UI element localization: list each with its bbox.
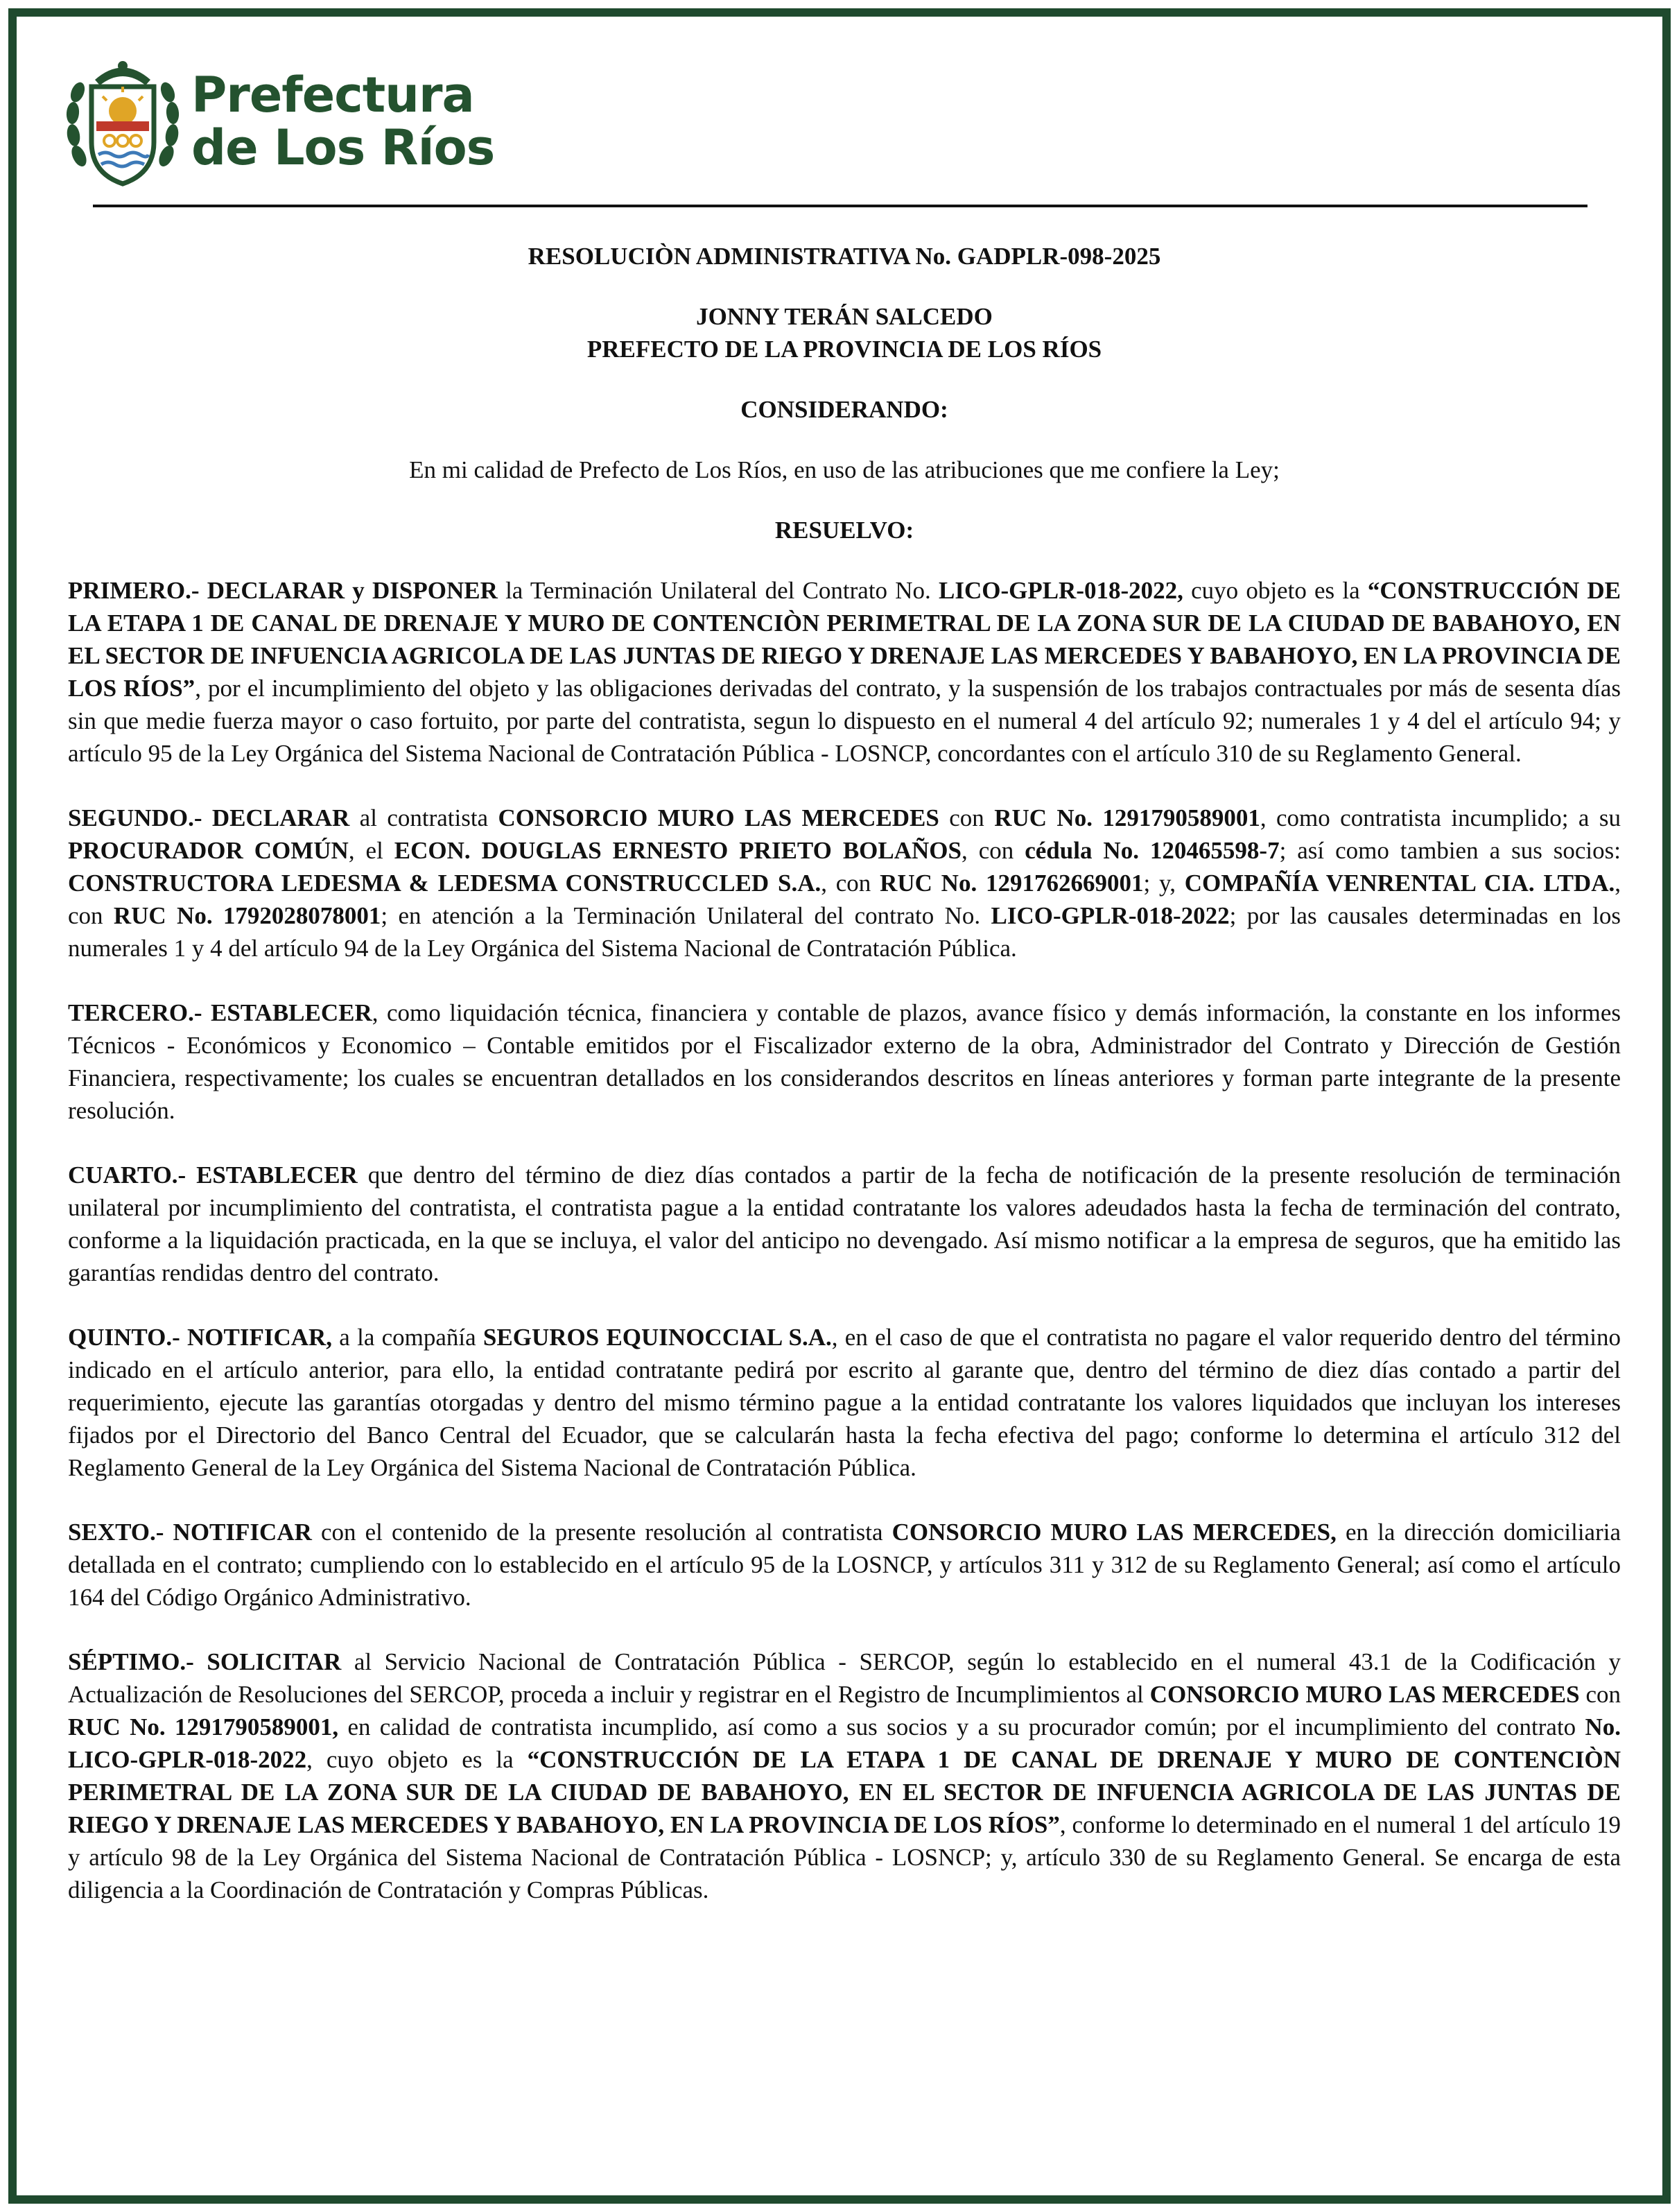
cedula-number: cédula No. 120465598-7 [1025,837,1280,864]
contract-number: LICO-GPLR-018-2022 [991,902,1230,929]
considerando-heading: CONSIDERANDO: [740,396,948,423]
signatory-name: JONNY TERÁN SALCEDO [696,303,993,330]
clause-text: con el contenido de la presente resolución al contratista [311,1519,892,1546]
clause-text: al contratista [349,804,498,831]
clause-text: , por el incumplimiento del objeto y las obligaciones derivadas del contrato, y la suspensión de los trabajos contractuales por más de sesenta días sin que medie fuerza mayor o caso fortuito, por parte del contratista, segun lo dispuesto en el numeral 4 del artículo 92; numerales 1 y 4 del el artículo 94; y artículo 95 de la Ley Orgánica del Sistema Nacional de Contratación Pública - LOSNCP, concordantes con el artículo 310 de su Reglamento General. [68,675,1621,767]
brand-line-2: de Los Ríos [191,119,495,176]
clause-segundo [68,802,1621,965]
partner-name: CONSTRUCTORA LEDESMA & LEDESMA CONSTRUCCLED S.A. [68,870,821,897]
clause-heading: PRIMERO.- DECLARAR y DISPONER [68,577,498,604]
prefecture-seal-icon [64,52,182,191]
prefecture-logotype [191,69,494,174]
ruc-number: RUC No. 1291790589001, [68,1713,339,1740]
procurador-name: ECON. DOUGLAS ERNESTO PRIETO BOLAÑOS [394,837,962,864]
clause-heading: TERCERO.- ESTABLECER [68,999,372,1026]
brand-line-1: Prefectura [191,67,474,123]
clause-heading: SEXTO.- NOTIFICAR [68,1519,312,1546]
intro-paragraph: En mi calidad de Prefecto de Los Ríos, en uso de las atribuciones que me confiere la Ley; [409,456,1280,483]
clause-text: , en el caso de que el contratista no pagare el valor requerido dentro del término indicado en el artículo anterior, para ello, la entidad contratante pedirá por escrito al garante que, dentro del término de diez días contado a partir del requerimiento, ejecute las garantías otorgadas y dentro del mismo término pague a la entidad contratante los valores liquidados que incluyan los intereses fijados por el Directorio del Banco Central del Ecuador, que se calcularán hasta la fecha efectiva del pago; conforme lo determina el artículo 312 del Reglamento General de la Ley Orgánica del Sistema Nacional de Contratación Pública. [68,1324,1621,1481]
resolution-title: RESOLUCIÒN ADMINISTRATIVA No. GADPLR-098-2025 [528,243,1161,270]
contract-number: LICO-GPLR-018-2022, [938,577,1183,604]
contractor-name: CONSORCIO MURO LAS MERCEDES [1149,1681,1580,1708]
clause-text: a la compañía [332,1324,483,1351]
contract-number: No. LICO-GPLR-018-2022 [68,1713,1621,1773]
clause-heading: SÉPTIMO.- SOLICITAR [68,1648,342,1675]
clause-text: , con [68,870,1621,929]
clause-text: , cuyo objeto es la [306,1746,528,1773]
clause-text: con [1579,1681,1621,1708]
clause-text: en calidad de contratista incumplido, así como a sus socios y a su procurador común; por el incumplimiento del contrato [338,1713,1585,1740]
clause-text: ; así como tambien a sus socios: [1279,837,1621,864]
contract-object: “CONSTRUCCIÓN DE LA ETAPA 1 DE CANAL DE DRENAJE Y MURO DE CONTENCIÒN PERIMETRAL DE LA ZONA SUR DE LA CIUDAD DE BABAHOYO, EN EL SECTOR DE INFUENCIA AGRICOLA DE LAS JUNTAS DE RIEGO Y DRENAJE LAS MERCEDES Y BABAHOYO, EN LA PROVINCIA DE LOS RÍOS” [68,577,1621,702]
ruc-number: RUC No. 1291762669001 [880,870,1144,897]
resuelvo-heading: RESUELVO: [774,517,914,544]
clause-text: , como contratista incumplido; a su [1260,804,1621,831]
clause-text: , el [348,837,394,864]
clause-text: en la dirección domiciliaria detallada en el contrato; cumpliendo con lo establecido en el artículo 95 de la LOSNCP, y artículos 311 y 312 de su Reglamento General; así como el artículo 164 del Código Orgánico Administrativo. [68,1519,1621,1611]
clause-text: cuyo objeto es la [1183,577,1368,604]
clause-text: ; en atención a la Terminación Unilateral del contrato No. [381,902,991,929]
clause-quinto [68,1321,1621,1484]
clause-text: , con [821,870,880,897]
clause-text: ; por las causales determinadas en los numerales 1 y 4 del artículo 94 de la Ley Orgánica del Sistema Nacional de Contratación Pública. [68,902,1621,962]
clause-text: , con [961,837,1025,864]
clause-text: ; y, [1143,870,1185,897]
clause-heading: CUARTO.- ESTABLECER [68,1161,358,1189]
clause-text: que dentro del término de diez días contados a partir de la fecha de notificación de la presente resolución de terminación unilateral por incumplimiento del contratista, el contratista pague a la entidad contratante los valores adeudados hasta la fecha de terminación del contrato, conforme a la liquidación practicada, en la que se incluya, el valor del anticipo no devengado. Así mismo notificar a la empresa de seguros, que ha emitido las garantías rendidas dentro del contrato. [68,1161,1621,1286]
clause-septimo [68,1645,1621,1906]
insurer-name: SEGUROS EQUINOCCIAL S.A. [482,1324,832,1351]
clause-text: , como liquidación técnica, financiera y contable de plazos, avance físico y demás información, la constante en los informes Técnicos - Económicos y Economico – Contable emitidos por el Fiscalizador externo de la obra, Administrador del Contrato y Dirección de Gestión Financiera, respectivamente; los cuales se encuentran detallados en los considerandos descritos en líneas anteriores y forman parte integrante de la presente resolución. [68,999,1621,1124]
clause-primero [68,574,1621,770]
partner-name: COMPAÑÍA VENRENTAL CIA. LTDA. [1184,870,1615,897]
clause-heading: QUINTO.- NOTIFICAR, [68,1324,333,1351]
clause-text: la Terminación Unilateral del Contrato No. [497,577,939,604]
contractor-name: CONSORCIO MURO LAS MERCEDES, [891,1519,1337,1546]
contractor-name: CONSORCIO MURO LAS MERCEDES [498,804,939,831]
clause-text: al Servicio Nacional de Contratación Pública - SERCOP, según lo establecido en el numeral 43.1 de la Codificación y Actualización de Resoluciones del SERCOP, proceda a incluir y registrar en el Registro de Incumplimientos al [68,1648,1621,1708]
procurador-label: PROCURADOR COMÚN [68,837,349,864]
ruc-number: RUC No. 1792028078001 [113,902,381,929]
clause-sexto [68,1516,1621,1614]
clause-tercero [68,996,1621,1127]
header-divider [93,205,1587,207]
letterhead [64,49,494,194]
ruc-number: RUC No. 1291790589001 [994,804,1260,831]
clause-text: con [939,804,995,831]
contract-object: “CONSTRUCCIÓN DE LA ETAPA 1 DE CANAL DE DRENAJE Y MURO DE CONTENCIÒN PERIMETRAL DE LA ZONA SUR DE LA CIUDAD DE BABAHOYO, EN EL SECTOR DE INFUENCIA AGRICOLA DE LAS JUNTAS DE RIEGO Y DRENAJE LAS MERCEDES Y BABAHOYO, EN LA PROVINCIA DE LOS RÍOS” [68,1746,1621,1838]
clause-heading: SEGUNDO.- DECLARAR [68,804,350,831]
clause-cuarto [68,1159,1621,1289]
document-body [68,229,1621,1938]
signatory-position: PREFECTO DE LA PROVINCIA DE LOS RÍOS [586,336,1102,363]
clause-text: , conforme lo determinado en el numeral 1 del artículo 19 y artículo 98 de la Ley Orgánica del Sistema Nacional de Contratación Pública - LOSNCP; y, artículo 330 de su Reglamento General. Se encarga de esta diligencia a la Coordinación de Contratación y Compras Públicas. [68,1811,1621,1903]
